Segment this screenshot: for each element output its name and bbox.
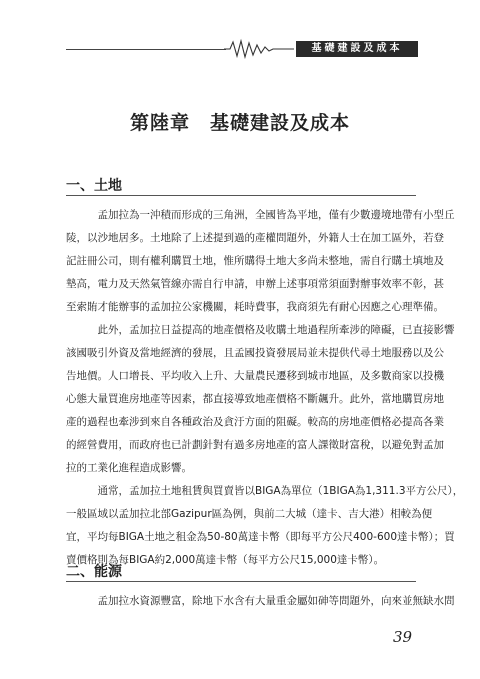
paragraph-line: 告地價。人口增長、平均收入上升、大量農民遷移到城市地區，及多數商家以投機 (66, 370, 444, 382)
paragraph-line: 孟加拉為一沖積而形成的三角洲，全國皆為平地，僅有少數邊境地帶有小型丘 (87, 209, 455, 221)
paragraph-line: 拉的工業化進程造成影響。 (66, 462, 192, 474)
paragraph-line: 記註冊公司，則有權利購買土地，惟所購得土地大多尚未整地，需自行購土填地及 (66, 255, 444, 267)
header-rule (66, 49, 226, 50)
paragraph (66, 204, 455, 319)
section-rule-energy (66, 581, 416, 582)
paragraph-line: 產的過程也牽涉到來自各種政治及貪汙方面的阻礙。較高的房地產價格必提高各業 (66, 416, 444, 428)
paragraph-line: 孟加拉水資源豐富，除地下水含有大量重金屬如砷等問題外，向來並無缺水問 (87, 595, 455, 607)
section-rule-land (66, 195, 416, 196)
paragraph (87, 590, 455, 613)
chapter-title: 第陸章 基礎建設及成本 (129, 112, 350, 134)
paragraph-line: 陵，以沙地居多。土地除了上述提到過的產權問題外，外籍人士在加工區外，若登 (66, 232, 444, 244)
page-number: 39 (393, 628, 413, 646)
header-wave-icon (224, 38, 294, 60)
paragraph-line: 宜，平均每BIGA土地之租金為50-80萬達卡幣（即每平方公尺400-600達卡幣）；買 (66, 531, 455, 543)
paragraph-line: 通常，孟加拉土地租賃與買賣皆以BIGA為單位（1BIGA為1,311.3平方公尺）， (87, 485, 464, 497)
paragraph-line: 賣價格則為每BIGA約2,000萬達卡幣（每平方公尺15,000達卡幣）。 (66, 554, 385, 566)
running-header (66, 38, 416, 60)
paragraph-line: 至索賄才能辦事的孟加拉公家機關，耗時費事，我商須先有耐心因應之心理準備。 (66, 301, 444, 313)
paragraph-line: 的經營費用，而政府也已計劃針對有過多房地產的富人課徵財富稅，以避免對孟加 (66, 439, 444, 451)
paragraph-line: 此外，孟加拉日益提高的地產價格及收購土地過程所牽涉的障礙，已直接影響 (87, 324, 455, 336)
paragraph (66, 319, 455, 480)
header-label: 基礎建設及成本 (296, 41, 418, 57)
paragraph-line: 一般區域以孟加拉北部Gazipur區為例，與前二大城（達卡、吉大港）相較為便 (66, 508, 433, 520)
section-heading-land: 一、土地 (66, 178, 122, 194)
paragraph-line: 心態大量買進房地產等因素，都直接導致地產價格不斷飆升。此外，當地購買房地 (66, 393, 444, 405)
section-heading-energy: 二、能源 (66, 564, 122, 580)
paragraph-line: 墊高，電力及天然氣管線亦需自行申請，申辦上述事項常須面對辦事效率不彰，甚 (66, 278, 444, 290)
paragraph-line: 該國吸引外資及當地經濟的發展，且孟國投資發展局並未提供代尋土地服務以及公 (66, 347, 444, 359)
